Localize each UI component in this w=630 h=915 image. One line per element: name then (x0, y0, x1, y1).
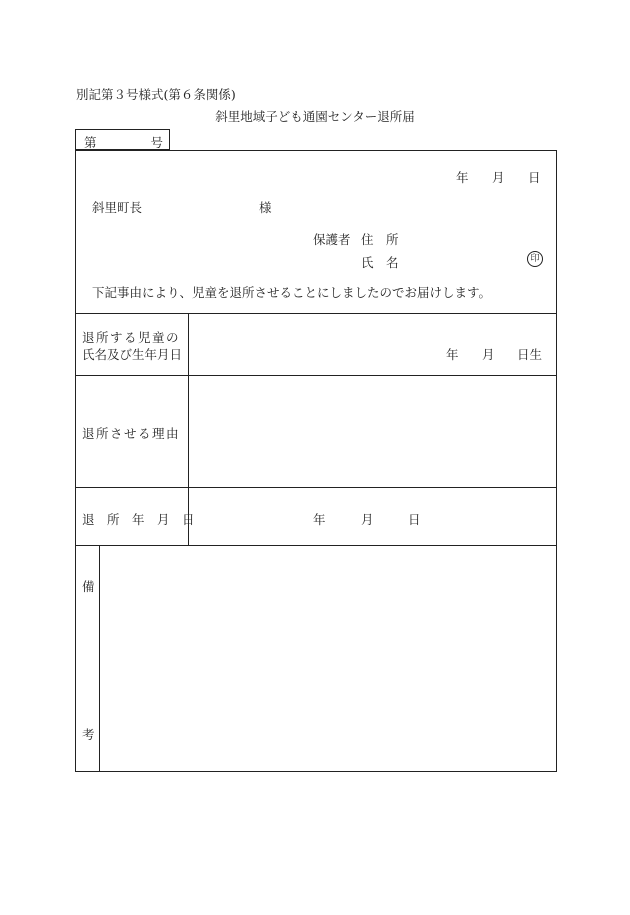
child-label-line2: 氏名及び生年月日 (82, 347, 183, 362)
reason-field[interactable] (190, 377, 555, 485)
notice-statement: 下記事由により、児童を退所させることにしましたのでお届けします。 (92, 285, 492, 300)
guardian-label: 保護者 (313, 232, 351, 247)
number-suffix: 号 (150, 135, 163, 150)
child-label-line1: 退所する児童の (82, 330, 181, 345)
divider-reason (75, 487, 557, 488)
notice-month: 月 (492, 170, 505, 185)
notice-day: 日 (528, 170, 541, 185)
exit-date-label: 退 所 年 月 日 (82, 512, 195, 527)
exit-month: 月 (361, 512, 374, 527)
number-prefix: 第 (84, 135, 97, 150)
reason-label: 退所させる理由 (82, 426, 181, 441)
birth-month: 月 (482, 347, 495, 362)
remarks-label-bottom: 考 (82, 727, 95, 742)
remarks-column-divider (99, 545, 100, 772)
notice-year: 年 (456, 170, 469, 185)
remarks-field[interactable] (101, 547, 555, 770)
birth-year: 年 (446, 347, 459, 362)
divider-exit-date (75, 545, 557, 546)
form-title: 斜里地域子ども通園センター退所届 (215, 109, 415, 124)
remarks-label-top: 備 (82, 579, 95, 594)
form-reference: 別記第３号様式(第６条関係) (76, 87, 236, 102)
name-label: 氏 名 (361, 255, 399, 270)
address-label: 住 所 (361, 232, 399, 247)
seal-icon: 印 (527, 251, 543, 267)
exit-day: 日 (408, 512, 421, 527)
exit-year: 年 (313, 512, 326, 527)
birth-day: 日生 (517, 347, 543, 362)
divider-child (75, 375, 557, 376)
addressee: 斜里町長 (92, 200, 143, 215)
document-number-box[interactable] (75, 129, 170, 150)
divider-notice (75, 313, 557, 314)
honorific: 様 (259, 200, 272, 215)
